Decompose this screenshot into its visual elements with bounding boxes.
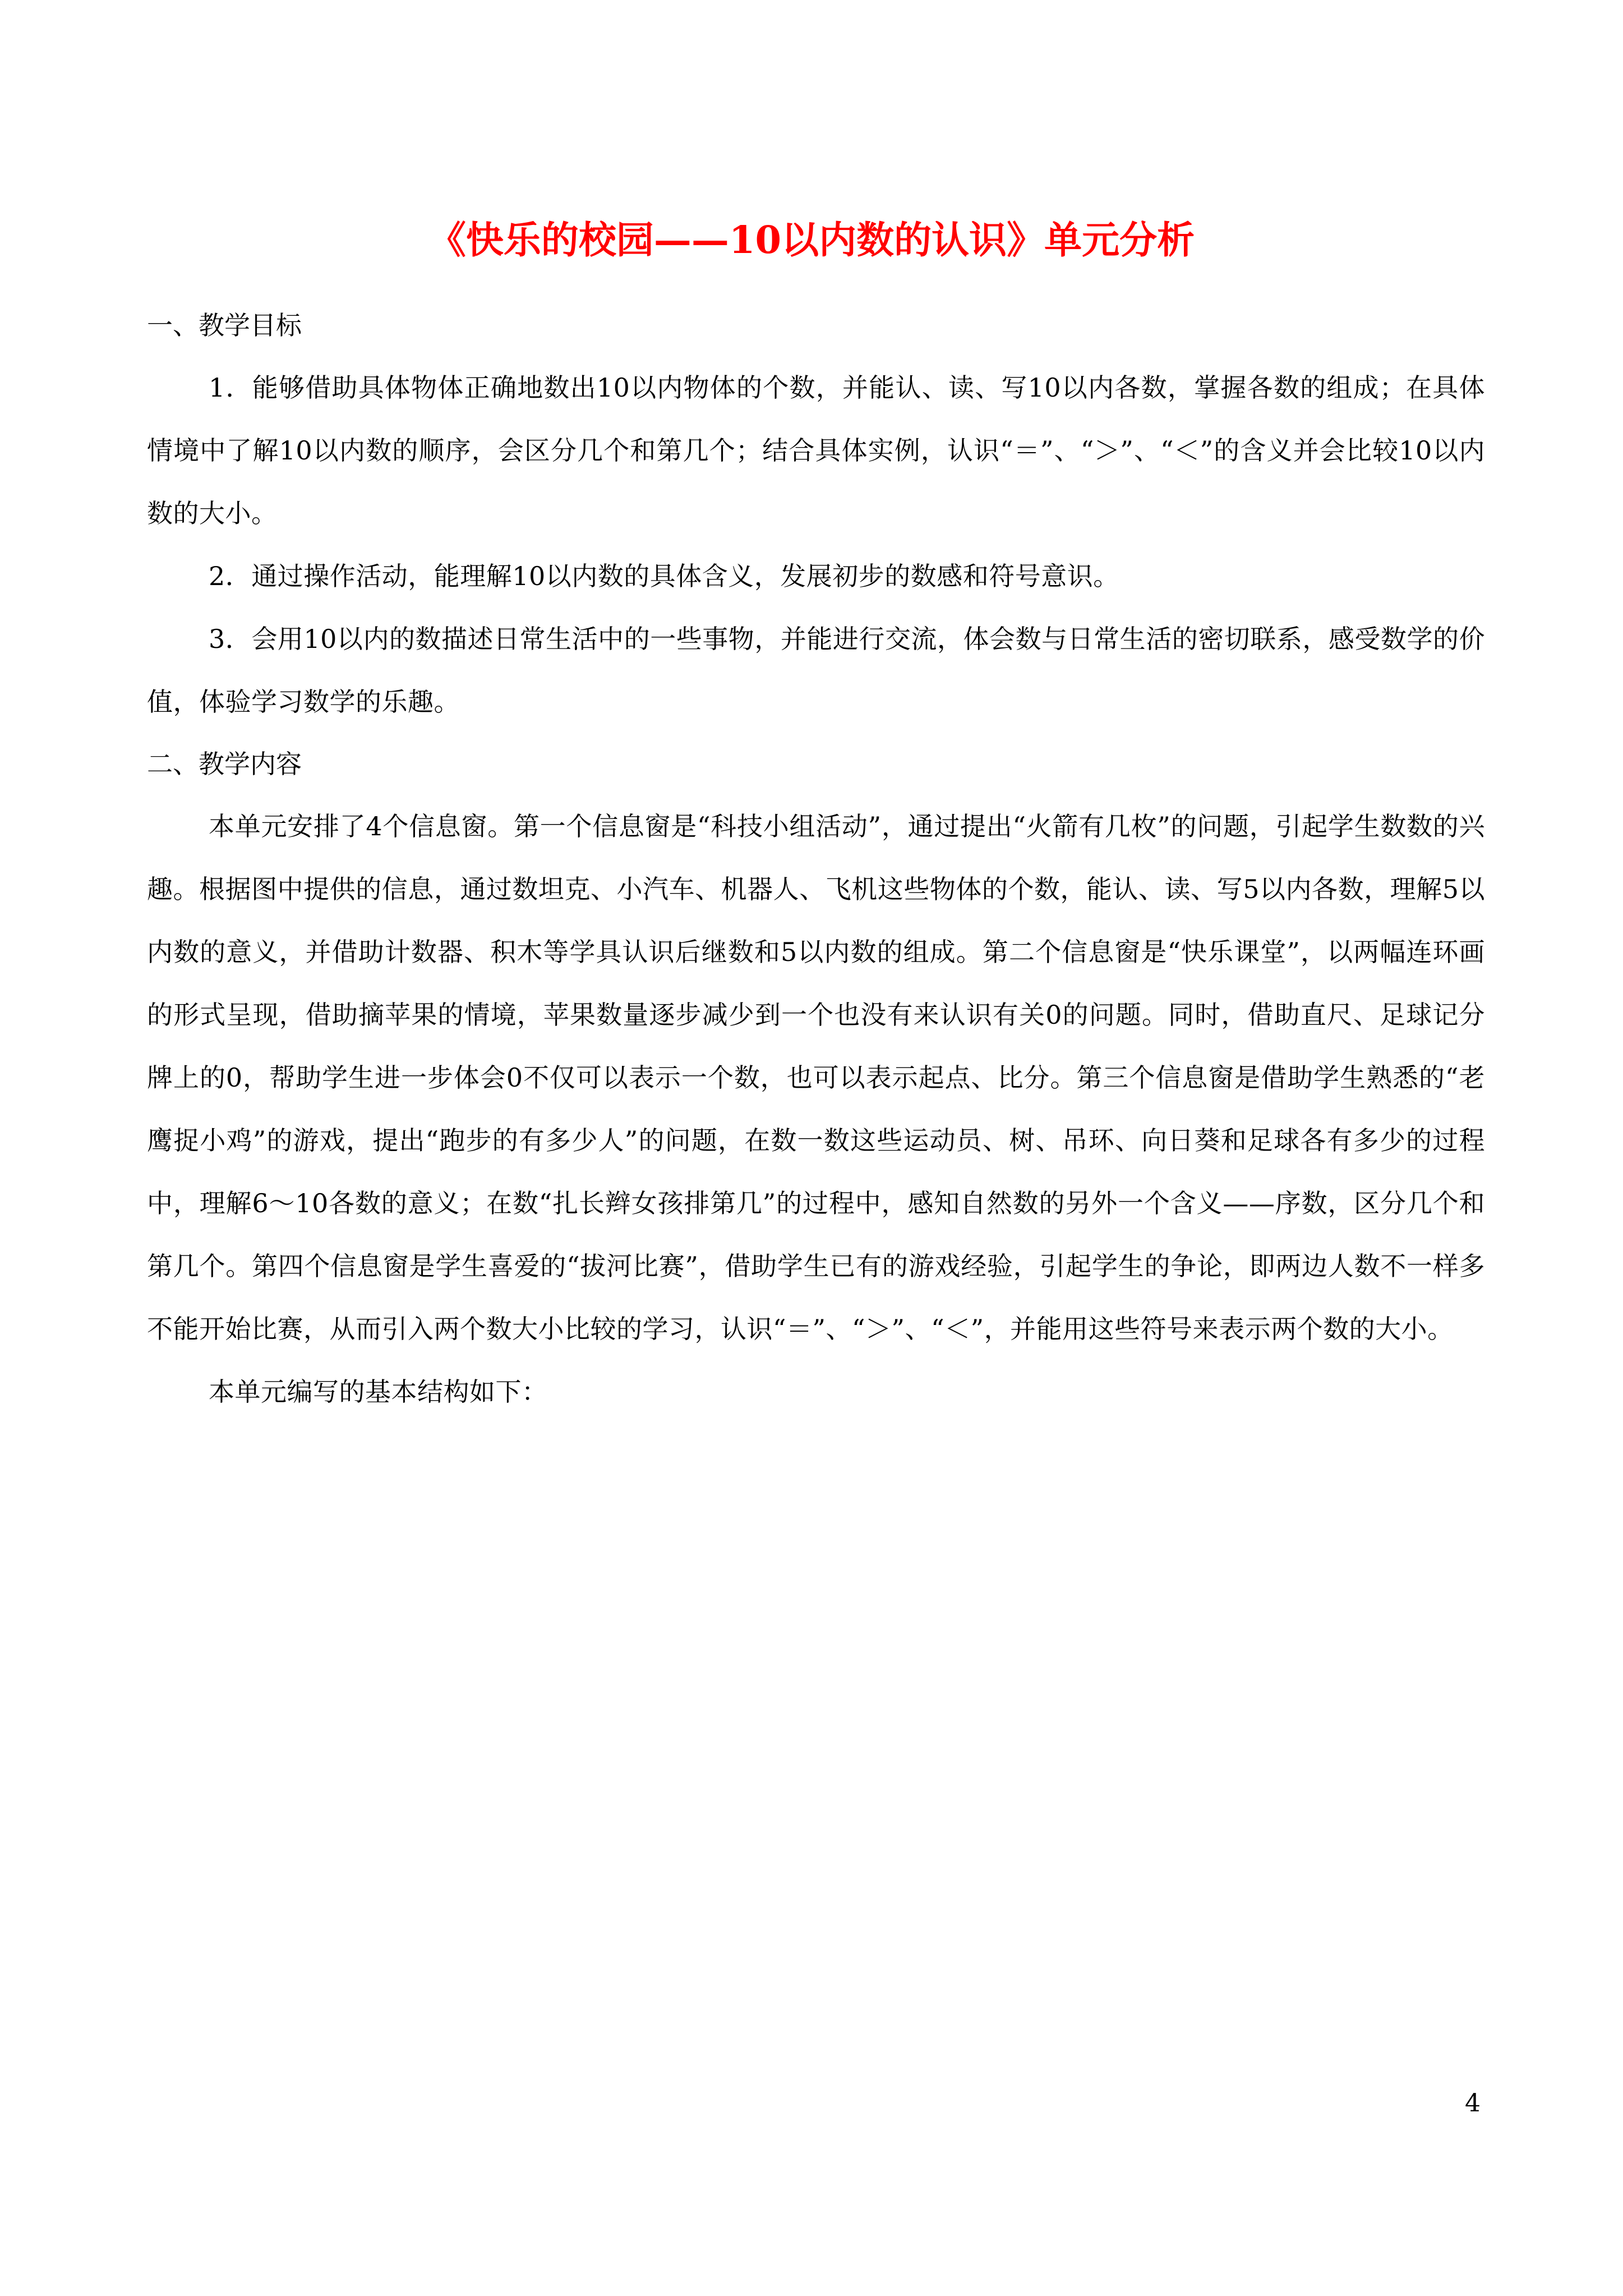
content-paragraph-2: 本单元编写的基本结构如下：	[209, 1377, 548, 1407]
page-number: 4	[1465, 2089, 1481, 2118]
section-heading-content: 二、教学内容	[147, 749, 302, 779]
objective-paragraph-3: 3．会用10以内的数描述日常生活中的一些事物，并能进行交流，体会数与日常生活的密切联系，感受数学的价值，体验学习数学的乐趣。	[147, 624, 1485, 717]
objective-paragraph-1: 1．能够借助具体物体正确地数出10以内物体的个数，并能认、读、写10以内各数，掌握各数的组成；在具体情境中了解10以内数的顺序，会区分几个和第几个；结合具体实例，认识“＝”、“＞”、“＜”的含义并会比较10以内数的大小。	[147, 372, 1485, 528]
section-heading-objectives: 一、教学目标	[147, 310, 302, 341]
objective-paragraph-2: 2．通过操作活动，能理解10以内数的具体含义，发展初步的数感和符号意识。	[209, 561, 1119, 591]
content-paragraph-1: 本单元安排了4个信息窗。第一个信息窗是“科技小组活动”，通过提出“火箭有几枚”的问题，引起学生数数的兴趣。根据图中提供的信息，通过数坦克、小汽车、机器人、飞机这些物体的个数，能认、读、写5以内各数，理解5以内数的意义，并借助计数器、积木等学具认识后继数和5以内数的组成。第二个信息窗是“快乐课堂”，以两幅连环画的形式呈现，借助摘苹果的情境，苹果数量逐步减少到一个也没有来认识有关0的问题。同时，借助直尺、足球记分牌上的0，帮助学生进一步体会0不仅可以表示一个数，也可以表示起点、比分。第三个信息窗是借助学生熟悉的“老鹰捉小鸡”的游戏，提出“跑步的有多少人”的问题，在数一数这些运动员、树、吊环、向日葵和足球各有多少的过程中，理解6～10各数的意义；在数“扎长辫女孩排第几”的过程中，感知自然数的另外一个含义——序数，区分几个和第几个。第四个信息窗是学生喜爱的“拔河比赛”，借助学生已有的游戏经验，引起学生的争论，即两边人数不一样多不能开始比赛，从而引入两个数大小比较的学习，认识“＝”、“＞”、“＜”，并能用这些符号来表示两个数的大小。	[147, 811, 1485, 1344]
document-body	[147, 295, 1485, 1423]
document-title: 《快乐的校园——10以内数的认识》单元分析	[428, 218, 1195, 262]
